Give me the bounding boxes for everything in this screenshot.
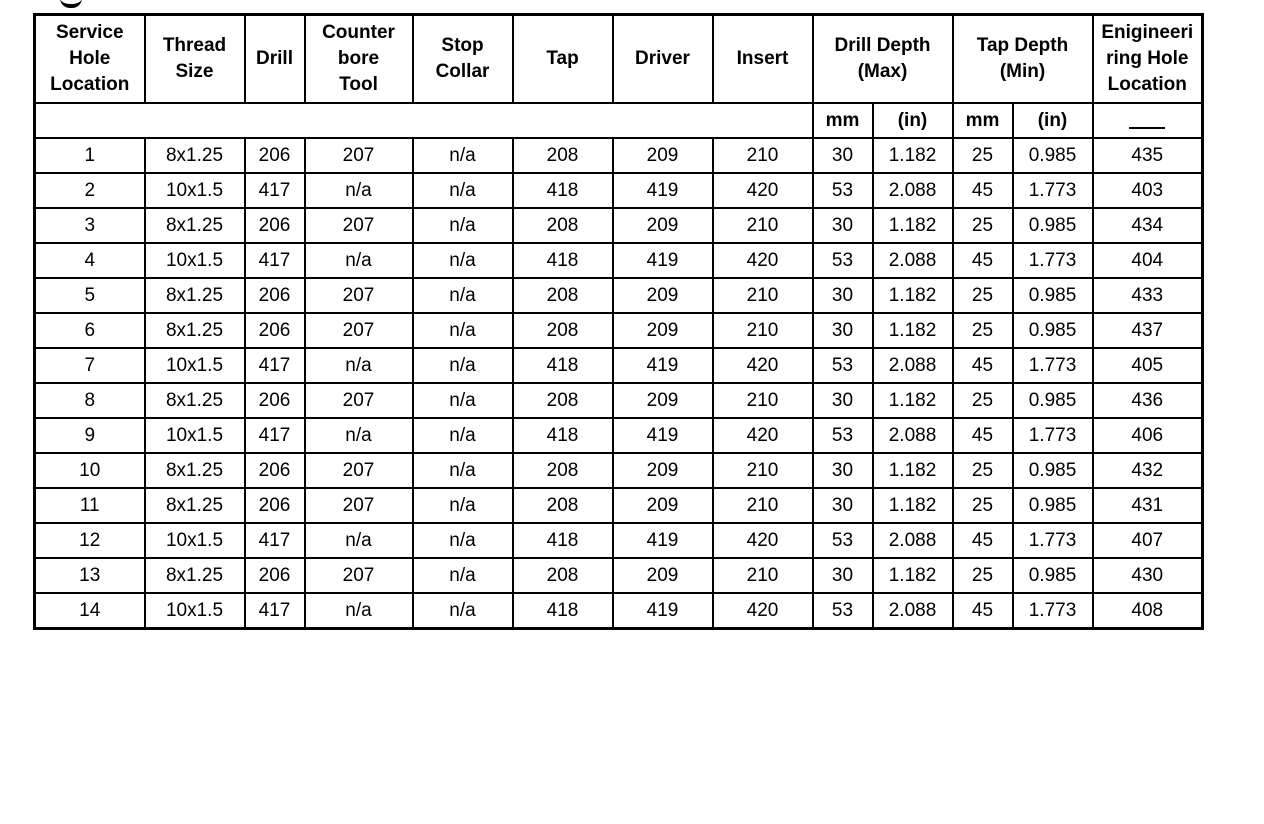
cell-driver: 209 (613, 558, 713, 593)
cell-tap: 208 (513, 138, 613, 173)
cell-tap-depth-mm: 25 (953, 488, 1013, 523)
cell-engineering-hole: 436 (1093, 383, 1203, 418)
cell-stop-collar: n/a (413, 488, 513, 523)
cell-stop-collar: n/a (413, 418, 513, 453)
cell-stop-collar: n/a (413, 313, 513, 348)
table-row (35, 453, 1203, 488)
unit-drill-mm: mm (813, 103, 873, 138)
cell-drill-depth-in: 1.182 (873, 313, 953, 348)
cell-tap-depth-mm: 25 (953, 383, 1013, 418)
cell-tap-depth-in: 0.985 (1013, 453, 1093, 488)
cell-tap-depth-mm: 45 (953, 173, 1013, 208)
cell-tap: 418 (513, 593, 613, 629)
cell-counterbore-tool: 207 (305, 453, 413, 488)
cell-engineering-hole: 432 (1093, 453, 1203, 488)
cell-drill-depth-mm: 53 (813, 418, 873, 453)
cell-counterbore-tool: 207 (305, 313, 413, 348)
unit-drill-in: (in) (873, 103, 953, 138)
cell-stop-collar: n/a (413, 593, 513, 629)
cell-driver: 209 (613, 208, 713, 243)
cell-driver: 209 (613, 138, 713, 173)
cell-tap: 208 (513, 278, 613, 313)
cell-tap-depth-in: 0.985 (1013, 313, 1093, 348)
cell-drill-depth-mm: 53 (813, 348, 873, 383)
cell-drill-depth-in: 2.088 (873, 173, 953, 208)
table-body (35, 138, 1203, 629)
cell-thread-size: 8x1.25 (145, 383, 245, 418)
cell-tap-depth-in: 1.773 (1013, 523, 1093, 558)
cell-tap: 418 (513, 173, 613, 208)
cell-stop-collar: n/a (413, 208, 513, 243)
cell-driver: 209 (613, 488, 713, 523)
cell-insert: 210 (713, 278, 813, 313)
cell-drill-depth-in: 2.088 (873, 243, 953, 278)
cell-driver: 209 (613, 313, 713, 348)
cell-drill-depth-in: 1.182 (873, 278, 953, 313)
underline-mark (1129, 115, 1165, 129)
cell-engineering-hole: 435 (1093, 138, 1203, 173)
cell-engineering-hole: 430 (1093, 558, 1203, 593)
header-engineering-hole-location: Enigineeri ring Hole Location (1093, 15, 1203, 104)
cell-thread-size: 8x1.25 (145, 488, 245, 523)
header-tap: Tap (513, 15, 613, 104)
cell-driver: 209 (613, 383, 713, 418)
table-row (35, 208, 1203, 243)
cell-drill-depth-mm: 30 (813, 208, 873, 243)
cell-drill-depth-mm: 30 (813, 278, 873, 313)
cell-insert: 210 (713, 453, 813, 488)
header-tap-depth: Tap Depth (Min) (953, 15, 1093, 104)
cell-tap-depth-in: 1.773 (1013, 243, 1093, 278)
cell-tap: 208 (513, 453, 613, 488)
cell-service-hole: 4 (35, 243, 145, 278)
cell-driver: 209 (613, 278, 713, 313)
cell-service-hole: 11 (35, 488, 145, 523)
cell-tap: 418 (513, 348, 613, 383)
cell-insert: 420 (713, 593, 813, 629)
cell-counterbore-tool: n/a (305, 173, 413, 208)
header-row (35, 15, 1203, 104)
cell-thread-size: 10x1.5 (145, 173, 245, 208)
cell-drill: 417 (245, 173, 305, 208)
header-service-hole-location: Service Hole Location (35, 15, 145, 104)
cell-tap-depth-in: 0.985 (1013, 138, 1093, 173)
cell-engineering-hole: 433 (1093, 278, 1203, 313)
cell-driver: 419 (613, 243, 713, 278)
cell-drill: 417 (245, 418, 305, 453)
cell-insert: 210 (713, 558, 813, 593)
cell-drill-depth-mm: 30 (813, 138, 873, 173)
cell-thread-size: 8x1.25 (145, 138, 245, 173)
cell-insert: 210 (713, 488, 813, 523)
cell-tap: 208 (513, 558, 613, 593)
cell-drill: 206 (245, 278, 305, 313)
cell-drill-depth-mm: 53 (813, 593, 873, 629)
cell-counterbore-tool: 207 (305, 383, 413, 418)
cell-engineering-hole: 407 (1093, 523, 1203, 558)
table-row (35, 138, 1203, 173)
cell-engineering-hole: 403 (1093, 173, 1203, 208)
cell-stop-collar: n/a (413, 278, 513, 313)
cell-stop-collar: n/a (413, 138, 513, 173)
cell-drill: 206 (245, 488, 305, 523)
cell-insert: 210 (713, 383, 813, 418)
cell-drill-depth-in: 2.088 (873, 348, 953, 383)
table-row (35, 278, 1203, 313)
cell-engineering-hole: 434 (1093, 208, 1203, 243)
cell-tap-depth-in: 0.985 (1013, 488, 1093, 523)
cell-driver: 419 (613, 348, 713, 383)
cell-tap-depth-in: 1.773 (1013, 173, 1093, 208)
cell-tap: 208 (513, 313, 613, 348)
cell-drill-depth-mm: 53 (813, 243, 873, 278)
table-row (35, 173, 1203, 208)
cell-drill-depth-in: 1.182 (873, 383, 953, 418)
cell-driver: 209 (613, 453, 713, 488)
table-row (35, 418, 1203, 453)
cell-counterbore-tool: n/a (305, 593, 413, 629)
cell-drill-depth-in: 1.182 (873, 138, 953, 173)
cell-service-hole: 13 (35, 558, 145, 593)
cell-service-hole: 5 (35, 278, 145, 313)
cell-engineering-hole: 404 (1093, 243, 1203, 278)
cell-engineering-hole: 406 (1093, 418, 1203, 453)
cell-tap: 208 (513, 488, 613, 523)
cell-counterbore-tool: 207 (305, 208, 413, 243)
cell-insert: 420 (713, 418, 813, 453)
cell-tap-depth-in: 0.985 (1013, 558, 1093, 593)
cell-tap-depth-mm: 25 (953, 278, 1013, 313)
cell-drill-depth-mm: 30 (813, 558, 873, 593)
cell-drill-depth-in: 1.182 (873, 488, 953, 523)
cell-service-hole: 2 (35, 173, 145, 208)
cell-drill-depth-in: 1.182 (873, 558, 953, 593)
cell-stop-collar: n/a (413, 453, 513, 488)
cell-drill-depth-mm: 30 (813, 383, 873, 418)
cell-stop-collar: n/a (413, 383, 513, 418)
cell-drill-depth-in: 2.088 (873, 523, 953, 558)
cell-drill: 206 (245, 313, 305, 348)
table-row (35, 488, 1203, 523)
cell-driver: 419 (613, 523, 713, 558)
cell-tap-depth-mm: 25 (953, 313, 1013, 348)
cell-tap-depth-in: 1.773 (1013, 593, 1093, 629)
cell-stop-collar: n/a (413, 243, 513, 278)
cell-counterbore-tool: 207 (305, 138, 413, 173)
table-row (35, 348, 1203, 383)
cell-drill: 206 (245, 138, 305, 173)
cell-tap: 418 (513, 243, 613, 278)
cell-tap-depth-mm: 45 (953, 418, 1013, 453)
cell-counterbore-tool: n/a (305, 243, 413, 278)
cell-thread-size: 8x1.25 (145, 208, 245, 243)
cell-service-hole: 12 (35, 523, 145, 558)
cell-tap-depth-in: 0.985 (1013, 383, 1093, 418)
cell-stop-collar: n/a (413, 558, 513, 593)
cell-thread-size: 10x1.5 (145, 418, 245, 453)
cell-tap-depth-in: 1.773 (1013, 348, 1093, 383)
cell-driver: 419 (613, 418, 713, 453)
cell-tap-depth-mm: 45 (953, 243, 1013, 278)
cell-drill: 417 (245, 348, 305, 383)
cell-tap-depth-in: 0.985 (1013, 208, 1093, 243)
cell-tap-depth-mm: 25 (953, 208, 1013, 243)
cell-insert: 420 (713, 173, 813, 208)
cell-thread-size: 10x1.5 (145, 593, 245, 629)
cell-drill: 417 (245, 523, 305, 558)
cell-stop-collar: n/a (413, 523, 513, 558)
table-row (35, 243, 1203, 278)
cell-counterbore-tool: 207 (305, 278, 413, 313)
cell-engineering-hole: 437 (1093, 313, 1203, 348)
cell-service-hole: 1 (35, 138, 145, 173)
cell-thread-size: 8x1.25 (145, 313, 245, 348)
cell-drill-depth-mm: 30 (813, 453, 873, 488)
unit-tap-mm: mm (953, 103, 1013, 138)
cell-insert: 210 (713, 208, 813, 243)
cell-service-hole: 3 (35, 208, 145, 243)
cell-insert: 420 (713, 523, 813, 558)
cell-service-hole: 8 (35, 383, 145, 418)
cell-drill: 417 (245, 243, 305, 278)
cell-engineering-hole: 431 (1093, 488, 1203, 523)
unit-row-blank (35, 103, 813, 138)
cell-drill: 417 (245, 593, 305, 629)
cell-tap-depth-mm: 25 (953, 453, 1013, 488)
cell-drill: 206 (245, 208, 305, 243)
cell-tap: 418 (513, 418, 613, 453)
cell-thread-size: 8x1.25 (145, 558, 245, 593)
cell-driver: 419 (613, 593, 713, 629)
cell-service-hole: 9 (35, 418, 145, 453)
header-insert: Insert (713, 15, 813, 104)
cell-insert: 420 (713, 243, 813, 278)
cell-drill-depth-mm: 53 (813, 173, 873, 208)
header-drill: Drill (245, 15, 305, 104)
cell-drill: 206 (245, 453, 305, 488)
header-drill-depth: Drill Depth (Max) (813, 15, 953, 104)
cell-tap-depth-in: 1.773 (1013, 418, 1093, 453)
cell-insert: 210 (713, 138, 813, 173)
cell-engineering-hole: 408 (1093, 593, 1203, 629)
cell-drill-depth-in: 1.182 (873, 208, 953, 243)
cell-drill-depth-in: 2.088 (873, 593, 953, 629)
cell-tap-depth-mm: 45 (953, 593, 1013, 629)
cell-tap: 418 (513, 523, 613, 558)
unit-eng-hole (1093, 103, 1203, 138)
cell-driver: 419 (613, 173, 713, 208)
cell-tap-depth-mm: 45 (953, 523, 1013, 558)
unit-row (35, 103, 1203, 138)
table-row (35, 383, 1203, 418)
cell-service-hole: 6 (35, 313, 145, 348)
table-row (35, 593, 1203, 629)
cell-tap: 208 (513, 208, 613, 243)
cell-counterbore-tool: n/a (305, 523, 413, 558)
table-row (35, 523, 1203, 558)
cell-thread-size: 10x1.5 (145, 523, 245, 558)
cell-drill-depth-mm: 30 (813, 313, 873, 348)
cell-tap-depth-mm: 25 (953, 138, 1013, 173)
header-stop-collar: Stop Collar (413, 15, 513, 104)
cell-drill-depth-mm: 53 (813, 523, 873, 558)
cell-service-hole: 7 (35, 348, 145, 383)
cell-thread-size: 10x1.5 (145, 348, 245, 383)
header-driver: Driver (613, 15, 713, 104)
cell-drill-depth-mm: 30 (813, 488, 873, 523)
cell-insert: 420 (713, 348, 813, 383)
cell-tap: 208 (513, 383, 613, 418)
cell-service-hole: 14 (35, 593, 145, 629)
table-row (35, 558, 1203, 593)
cell-insert: 210 (713, 313, 813, 348)
unit-tap-in: (in) (1013, 103, 1093, 138)
cell-tap-depth-in: 0.985 (1013, 278, 1093, 313)
cell-service-hole: 10 (35, 453, 145, 488)
cell-drill: 206 (245, 558, 305, 593)
cell-counterbore-tool: 207 (305, 488, 413, 523)
cell-thread-size: 10x1.5 (145, 243, 245, 278)
table-row (35, 313, 1203, 348)
cell-drill-depth-in: 1.182 (873, 453, 953, 488)
cell-counterbore-tool: n/a (305, 418, 413, 453)
cell-drill-depth-in: 2.088 (873, 418, 953, 453)
partial-heading-glyph (60, 0, 82, 8)
cell-counterbore-tool: 207 (305, 558, 413, 593)
cell-tap-depth-mm: 45 (953, 348, 1013, 383)
cell-thread-size: 8x1.25 (145, 453, 245, 488)
cell-stop-collar: n/a (413, 173, 513, 208)
header-counterbore-tool: Counter bore Tool (305, 15, 413, 104)
header-thread-size: Thread Size (145, 15, 245, 104)
cell-tap-depth-mm: 25 (953, 558, 1013, 593)
cell-counterbore-tool: n/a (305, 348, 413, 383)
cell-stop-collar: n/a (413, 348, 513, 383)
cell-engineering-hole: 405 (1093, 348, 1203, 383)
service-hole-table (33, 13, 1204, 630)
cell-drill: 206 (245, 383, 305, 418)
cell-thread-size: 8x1.25 (145, 278, 245, 313)
